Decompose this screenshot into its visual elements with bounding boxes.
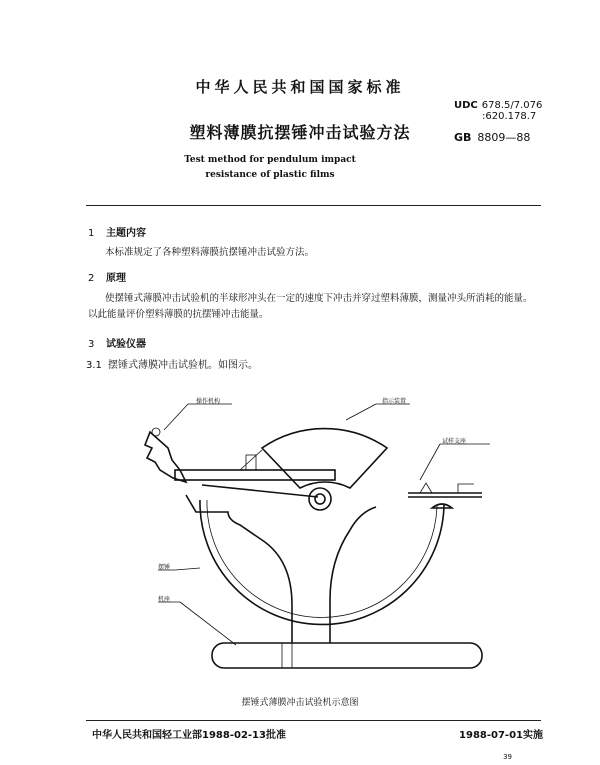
machine-frame (186, 495, 292, 643)
section-1-text: 本标准规定了各种塑料薄膜抗摆锤冲击试验方法。 (105, 247, 315, 258)
pendulum-arc (200, 500, 444, 624)
mechanism-pin (152, 428, 160, 436)
section-2-text: 使摆锤式薄膜冲击试验机的半球形冲头在一定的速度下冲击并穿过塑料薄膜，测量冲头所消耗的能量。以此能量评价塑料薄膜的抗摆锤冲击能量。 (88, 293, 533, 320)
machine-base (212, 643, 482, 668)
impact-head (432, 504, 452, 508)
english-title-line2: resistance of plastic films (205, 170, 335, 180)
arm-knob-line (240, 450, 262, 470)
section-2-title: 原理 (106, 273, 126, 284)
release-link (202, 485, 318, 497)
udc-line2: :620.178.7 (482, 111, 537, 122)
label-specimen-holder: 试样支座 (442, 438, 467, 445)
leader-line (164, 404, 188, 430)
gb-label: GB (454, 131, 472, 144)
specimen-clamp (420, 483, 432, 493)
section-1-number: 1 (88, 228, 95, 239)
section-1-title: 主题内容 (106, 228, 146, 239)
label-pendulum: 摆锤 (158, 564, 171, 571)
pendulum-arc-inner (207, 500, 437, 617)
leader-line (420, 444, 440, 480)
leader-line (180, 602, 236, 645)
machine-frame (330, 507, 376, 643)
udc-label: UDC (454, 100, 478, 111)
footer-effective: 1988-07-01实施 (459, 730, 543, 741)
section-3-number: 3 (88, 339, 95, 350)
udc-line1: 678.5/7.076 (481, 100, 543, 111)
label-base: 机座 (158, 596, 171, 603)
label-indicator: 指示装置 (382, 398, 407, 405)
label-operating-mechanism: 操作机构 (196, 398, 221, 405)
figure-caption: 摆锤式薄膜冲击试验机示意图 (241, 698, 359, 708)
pivot-inner (315, 494, 325, 504)
operating-mechanism (145, 432, 186, 482)
item-3-1-number: 3.1 (86, 360, 102, 371)
english-title-line1: Test method for pendulum impact (184, 155, 356, 165)
standard-title: 中华人民共和国国家标准 (195, 78, 405, 96)
leader-line (346, 404, 376, 420)
specimen-clamp (458, 484, 474, 493)
pendulum-arm (175, 470, 335, 480)
bottom-rule (86, 720, 541, 721)
section-3-title: 试验仪器 (106, 339, 146, 350)
leader-line (175, 568, 200, 570)
section-2-number: 2 (88, 273, 95, 284)
pivot-outer (309, 488, 331, 510)
footer-issued: 中华人民共和国轻工业部1988-02-13批准 (92, 730, 286, 741)
page-number: 39 (503, 753, 512, 761)
gb-number: 8809—88 (477, 131, 531, 144)
document-title: 塑料薄膜抗摆锤冲击试验方法 (189, 123, 411, 142)
item-3-1-text: 摆锤式薄膜冲击试验机。如图示。 (108, 360, 258, 371)
indicator-scale (262, 429, 387, 488)
